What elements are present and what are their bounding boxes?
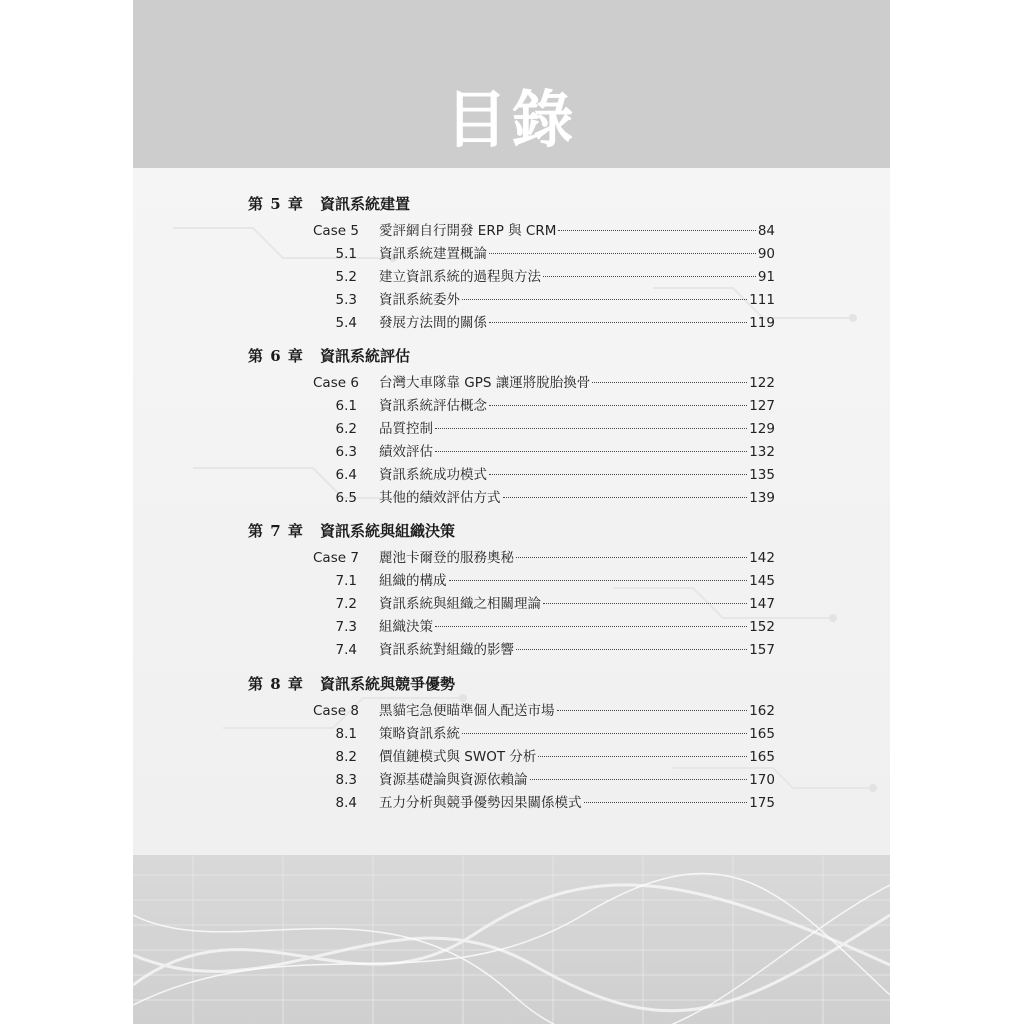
entry-number: 8.2 (335, 749, 357, 765)
entry-title: 五力分析與競爭優勢因果關係模式 (379, 795, 582, 811)
entry-page: 139 (749, 490, 775, 506)
entry-title: 組織決策 (379, 619, 433, 635)
dot-leader (462, 733, 747, 734)
dot-leader (557, 710, 748, 711)
dot-leader (538, 756, 747, 757)
toc-entry[interactable] (313, 571, 775, 591)
dot-leader (584, 802, 748, 803)
entry-number: 6.1 (335, 398, 357, 414)
book-page (133, 0, 890, 1024)
entry-title: 資源基礎論與資源依賴論 (379, 772, 528, 788)
chapter-number: 第 8 章 (248, 675, 304, 693)
entry-title: 策略資訊系統 (379, 726, 460, 742)
toc-entry[interactable] (313, 221, 775, 241)
entry-page: 147 (749, 596, 775, 612)
entry-number: 5.3 (335, 292, 357, 308)
toc-entry[interactable] (313, 465, 775, 485)
entry-page: 162 (749, 703, 775, 719)
entry-page: 119 (749, 315, 775, 331)
toc-entry[interactable] (313, 244, 775, 264)
entry-page: 165 (749, 749, 775, 765)
entry-number: Case 6 (313, 375, 359, 391)
entry-title: 發展方法間的關係 (379, 315, 487, 331)
entry-number: 7.3 (335, 619, 357, 635)
entry-number: 8.1 (335, 726, 357, 742)
toc-entry[interactable] (313, 396, 775, 416)
entry-page: 135 (749, 467, 775, 483)
chapter-heading (248, 345, 410, 366)
entry-page: 165 (749, 726, 775, 742)
entry-number: 7.4 (335, 642, 357, 658)
entry-number: Case 8 (313, 703, 359, 719)
dot-leader (435, 451, 747, 452)
entry-page: 129 (749, 421, 775, 437)
entry-number: 6.2 (335, 421, 357, 437)
entry-number: 5.1 (335, 246, 357, 262)
entry-page: 170 (749, 772, 775, 788)
entry-page: 145 (749, 573, 775, 589)
dot-leader (516, 649, 747, 650)
chapter-number: 第 6 章 (248, 347, 304, 365)
chapter-number: 第 5 章 (248, 195, 304, 213)
toc-entry[interactable] (313, 373, 775, 393)
toc-entry[interactable] (313, 770, 775, 790)
entry-title: 品質控制 (379, 421, 433, 437)
entry-number: 8.4 (335, 795, 357, 811)
toc-entry[interactable] (313, 419, 775, 439)
dot-leader (489, 322, 747, 323)
table-of-contents (133, 0, 890, 1024)
entry-title: 價值鏈模式與 SWOT 分析 (379, 749, 537, 765)
dot-leader (558, 230, 755, 231)
dot-leader (489, 405, 747, 406)
toc-entry[interactable] (313, 442, 775, 462)
toc-entry[interactable] (313, 313, 775, 333)
entry-title: 資訊系統對組織的影響 (379, 642, 514, 658)
entry-number: 6.3 (335, 444, 357, 460)
entry-number: 6.4 (335, 467, 357, 483)
entry-title: 建立資訊系統的過程與方法 (379, 269, 541, 285)
toc-entry[interactable] (313, 747, 775, 767)
entry-page: 111 (749, 292, 775, 308)
toc-entry[interactable] (313, 548, 775, 568)
dot-leader (592, 382, 747, 383)
toc-entry[interactable] (313, 290, 775, 310)
dot-leader (543, 603, 747, 604)
entry-page: 142 (749, 550, 775, 566)
entry-title: 資訊系統成功模式 (379, 467, 487, 483)
entry-number: 7.2 (335, 596, 357, 612)
chapter-heading (248, 673, 455, 694)
entry-title: 資訊系統建置概論 (379, 246, 487, 262)
entry-title: 資訊系統評估概念 (379, 398, 487, 414)
toc-entry[interactable] (313, 724, 775, 744)
entry-page: 132 (749, 444, 775, 460)
entry-title: 黑貓宅急便瞄準個人配送市場 (379, 703, 555, 719)
entry-page: 91 (757, 269, 775, 285)
entry-number: 6.5 (335, 490, 357, 506)
entry-number: 8.3 (335, 772, 357, 788)
entry-title: 愛評網自行開發 ERP 與 CRM (379, 223, 557, 239)
entry-number: 5.4 (335, 315, 357, 331)
entry-page: 90 (757, 246, 775, 262)
toc-entry[interactable] (313, 793, 775, 813)
entry-page: 127 (749, 398, 775, 414)
dot-leader (449, 580, 748, 581)
toc-entry[interactable] (313, 594, 775, 614)
entry-title: 資訊系統委外 (379, 292, 460, 308)
chapter-number: 第 7 章 (248, 522, 304, 540)
chapter-title: 資訊系統建置 (320, 195, 411, 213)
dot-leader (489, 253, 756, 254)
entry-page: 175 (749, 795, 775, 811)
entry-number: Case 5 (313, 223, 359, 239)
toc-entry[interactable] (313, 701, 775, 721)
page-title: 目錄 (445, 83, 578, 156)
entry-page: 84 (757, 223, 775, 239)
entry-number: 7.1 (335, 573, 357, 589)
entry-number: Case 7 (313, 550, 359, 566)
chapter-title: 資訊系統與組織決策 (320, 522, 456, 540)
dot-leader (543, 276, 756, 277)
toc-entry[interactable] (313, 617, 775, 637)
toc-entry[interactable] (313, 267, 775, 287)
chapter-heading (248, 193, 410, 214)
entry-page: 122 (749, 375, 775, 391)
dot-leader (516, 557, 747, 558)
chapter-title: 資訊系統與競爭優勢 (320, 675, 456, 693)
entry-number: 5.2 (335, 269, 357, 285)
dot-leader (530, 779, 748, 780)
entry-title: 績效評估 (379, 444, 433, 460)
entry-title: 其他的績效評估方式 (379, 490, 501, 506)
entry-title: 麗池卡爾登的服務奧秘 (379, 550, 514, 566)
entry-page: 157 (749, 642, 775, 658)
chapter-title: 資訊系統評估 (320, 347, 411, 365)
entry-title: 台灣大車隊靠 GPS 讓運將脫胎換骨 (379, 375, 591, 391)
dot-leader (435, 626, 747, 627)
entry-page: 152 (749, 619, 775, 635)
dot-leader (503, 497, 748, 498)
toc-entry[interactable] (313, 640, 775, 660)
dot-leader (462, 299, 747, 300)
dot-leader (489, 474, 747, 475)
entry-title: 組織的構成 (379, 573, 447, 589)
toc-entry[interactable] (313, 488, 775, 508)
chapter-heading (248, 520, 455, 541)
dot-leader (435, 428, 747, 429)
entry-title: 資訊系統與組織之相關理論 (379, 596, 541, 612)
